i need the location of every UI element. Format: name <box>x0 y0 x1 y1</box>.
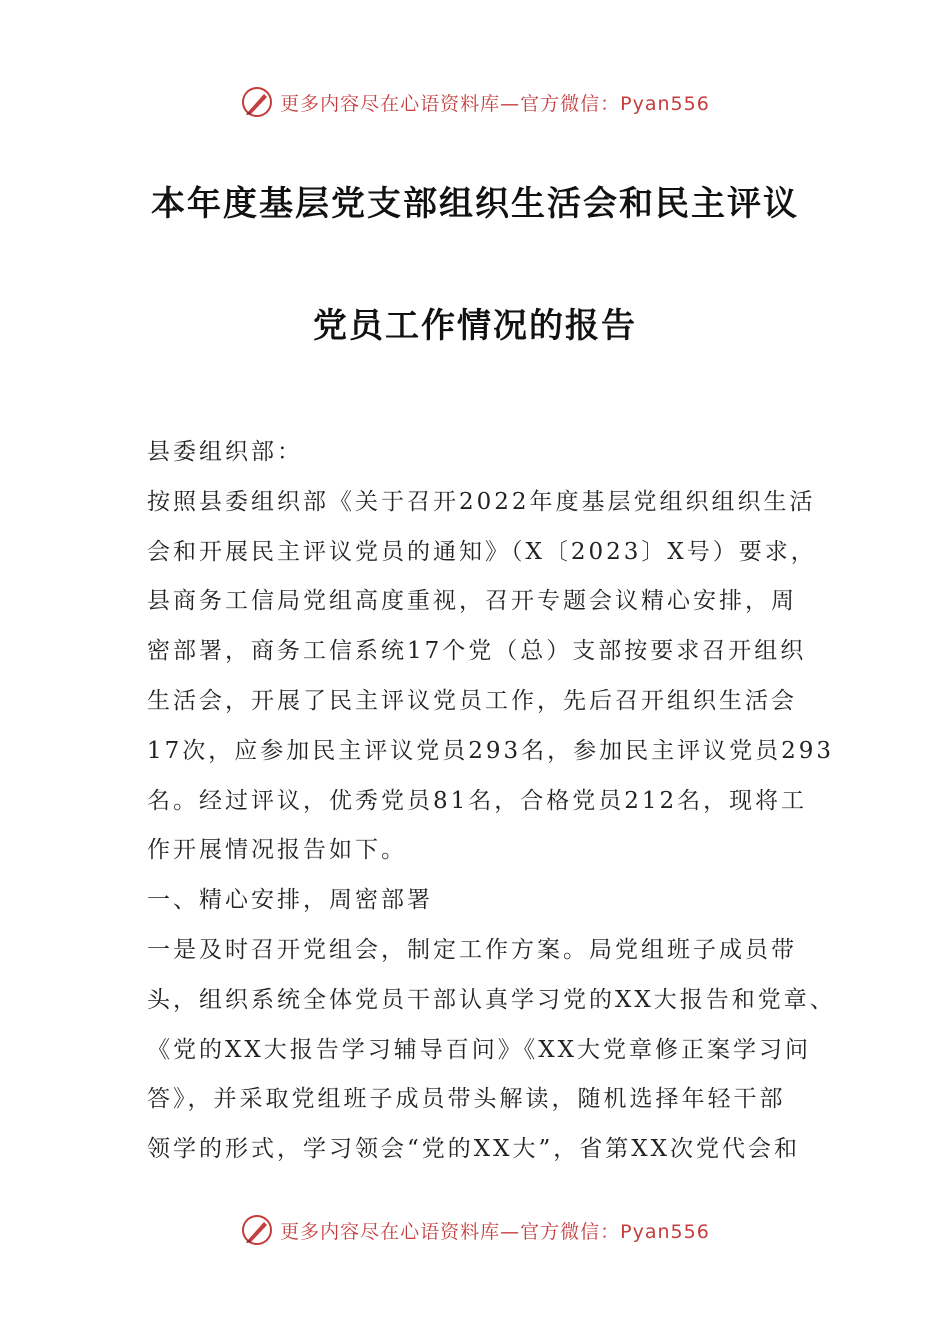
pen-logo-icon <box>240 1213 274 1247</box>
header-watermark-banner <box>0 80 950 124</box>
header-watermark-text: 更多内容尽在心语资料库—官方微信：Pyan556 <box>280 92 710 115</box>
body-line: 17次，应参加民主评议党员293名，参加民主评议党员293 <box>147 737 835 764</box>
footer-watermark-text: 更多内容尽在心语资料库—官方微信：Pyan556 <box>280 1220 710 1243</box>
body-line: 头，组织系统全体党员干部认真学习党的XX大报告和党章、 <box>147 986 836 1013</box>
body-line: 县委组织部： <box>147 439 303 465</box>
body-line: 县商务工信局党组高度重视，召开专题会议精心安排，周 <box>147 588 797 615</box>
body-line: 名。经过评议，优秀党员81名，合格党员212名，现将工 <box>147 787 808 814</box>
section-heading: 一、精心安排，周密部署 <box>147 887 433 914</box>
footer-watermark-banner <box>0 1208 950 1252</box>
body-line: 按照县委组织部《关于召开2022年度基层党组织组织生活 <box>147 488 816 515</box>
body-line: 答》，并采取党组班子成员带头解读，随机选择年轻干部 <box>147 1086 786 1113</box>
document-body <box>147 428 836 1175</box>
pen-logo-icon <box>240 85 274 119</box>
body-line: 会和开展民主评议党员的通知》（X〔2023〕X号）要求， <box>147 538 817 565</box>
body-line: 领学的形式，学习领会“党的XX大”，省第XX次党代会和 <box>147 1136 801 1163</box>
body-line: 作开展情况报告如下。 <box>147 837 407 864</box>
document-title-line-1: 本年度基层党支部组织生活会和民主评议 <box>151 184 799 224</box>
body-line: 《党的XX大报告学习辅导百问》《XX大党章修正案学习问 <box>147 1036 811 1063</box>
document-title-line-2: 党员工作情况的报告 <box>313 306 637 346</box>
body-line: 密部署，商务工信系统17个党（总）支部按要求召开组织 <box>147 638 807 665</box>
body-line: 一是及时召开党组会，制定工作方案。局党组班子成员带 <box>147 936 797 963</box>
body-line: 生活会，开展了民主评议党员工作，先后召开组织生活会 <box>147 687 797 714</box>
